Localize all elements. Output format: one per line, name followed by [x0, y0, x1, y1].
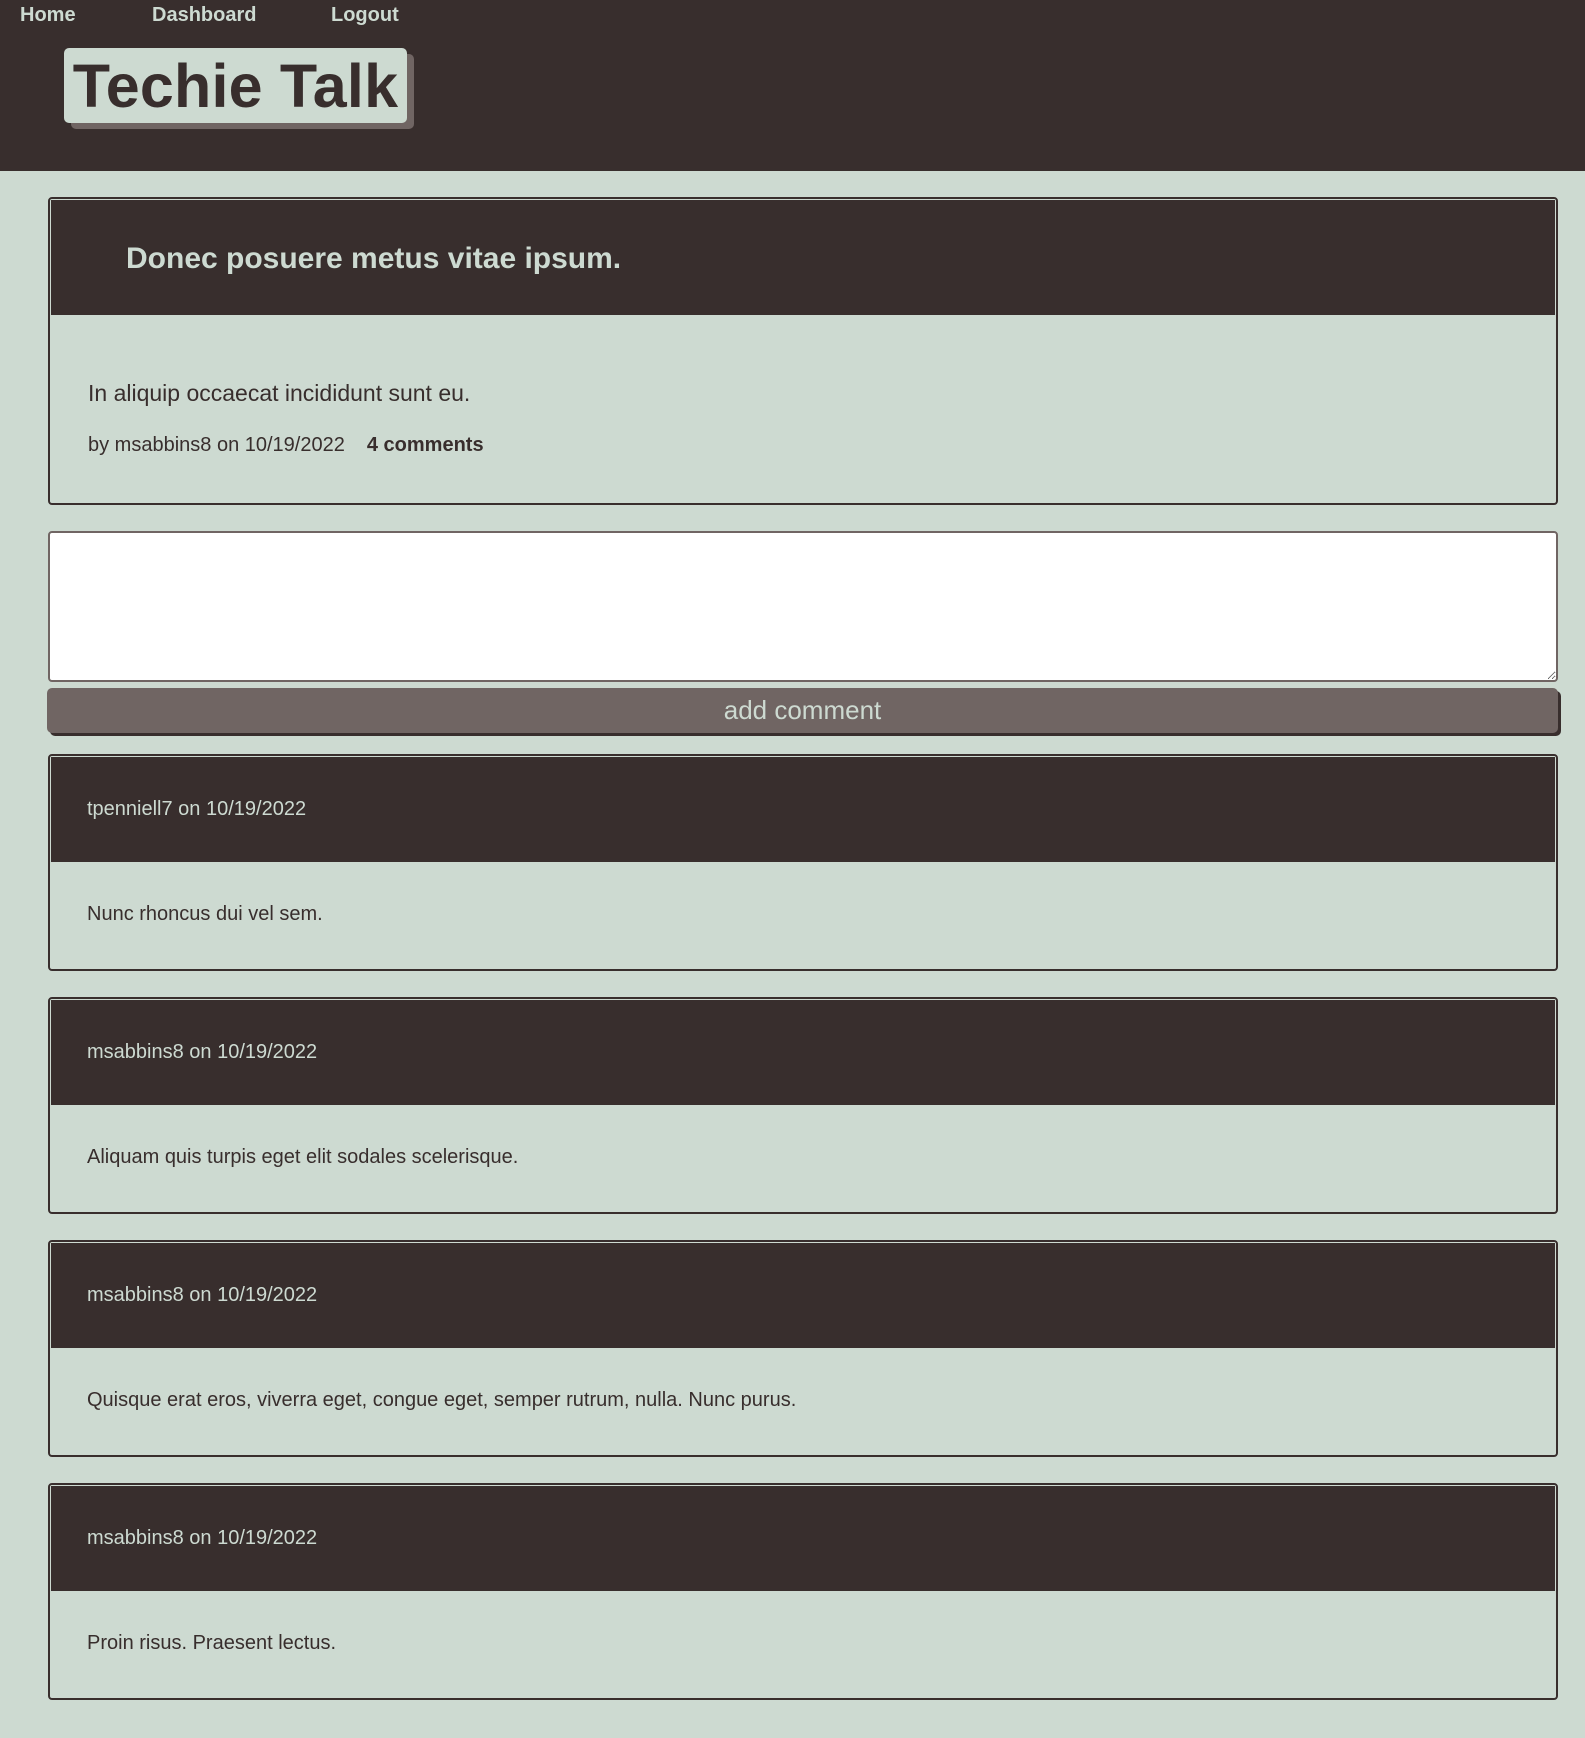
- post-card: [48, 197, 1558, 505]
- comments-list: [48, 754, 1558, 1700]
- post-meta: [88, 433, 1555, 457]
- post-header: [51, 200, 1555, 315]
- comment-body: Proin risus. Praesent lectus.: [87, 1632, 336, 1654]
- post-author-date: by msabbins8 on 10/19/2022: [88, 434, 345, 456]
- nav-logout-link[interactable]: Logout: [331, 3, 399, 26]
- comment-header: msabbins8 on 10/19/2022: [51, 1243, 1555, 1348]
- comment-body: Aliquam quis turpis eget elit sodales scelerisque.: [87, 1146, 519, 1168]
- site-title-box: [64, 48, 407, 123]
- site-title: Techie Talk: [72, 52, 399, 120]
- nav-home-link[interactable]: Home: [20, 3, 76, 26]
- comment-card: [48, 1483, 1558, 1700]
- comment-card: [48, 1240, 1558, 1457]
- post-content: In aliquip occaecat incididunt sunt eu.: [88, 380, 471, 406]
- site-header: [0, 0, 1585, 171]
- top-nav: [20, 3, 399, 27]
- main-content: [48, 197, 1558, 1726]
- comment-header: msabbins8 on 10/19/2022: [51, 1486, 1555, 1591]
- comment-card: [48, 997, 1558, 1214]
- comment-card: [48, 754, 1558, 971]
- comment-textarea[interactable]: [48, 531, 1558, 682]
- comment-header: msabbins8 on 10/19/2022: [51, 1000, 1555, 1105]
- post-body: [51, 379, 1555, 457]
- post-title: Donec posuere metus vitae ipsum.: [126, 241, 622, 275]
- comment-body: Nunc rhoncus dui vel sem.: [87, 903, 323, 925]
- nav-dashboard-link[interactable]: Dashboard: [152, 3, 257, 26]
- comment-form: [48, 531, 1558, 733]
- add-comment-button[interactable]: add comment: [47, 688, 1558, 733]
- comment-count-link[interactable]: 4 comments: [366, 434, 484, 456]
- comment-body: Quisque erat eros, viverra eget, congue eget, semper rutrum, nulla. Nunc purus.: [87, 1389, 797, 1411]
- comment-header: tpenniell7 on 10/19/2022: [51, 757, 1555, 862]
